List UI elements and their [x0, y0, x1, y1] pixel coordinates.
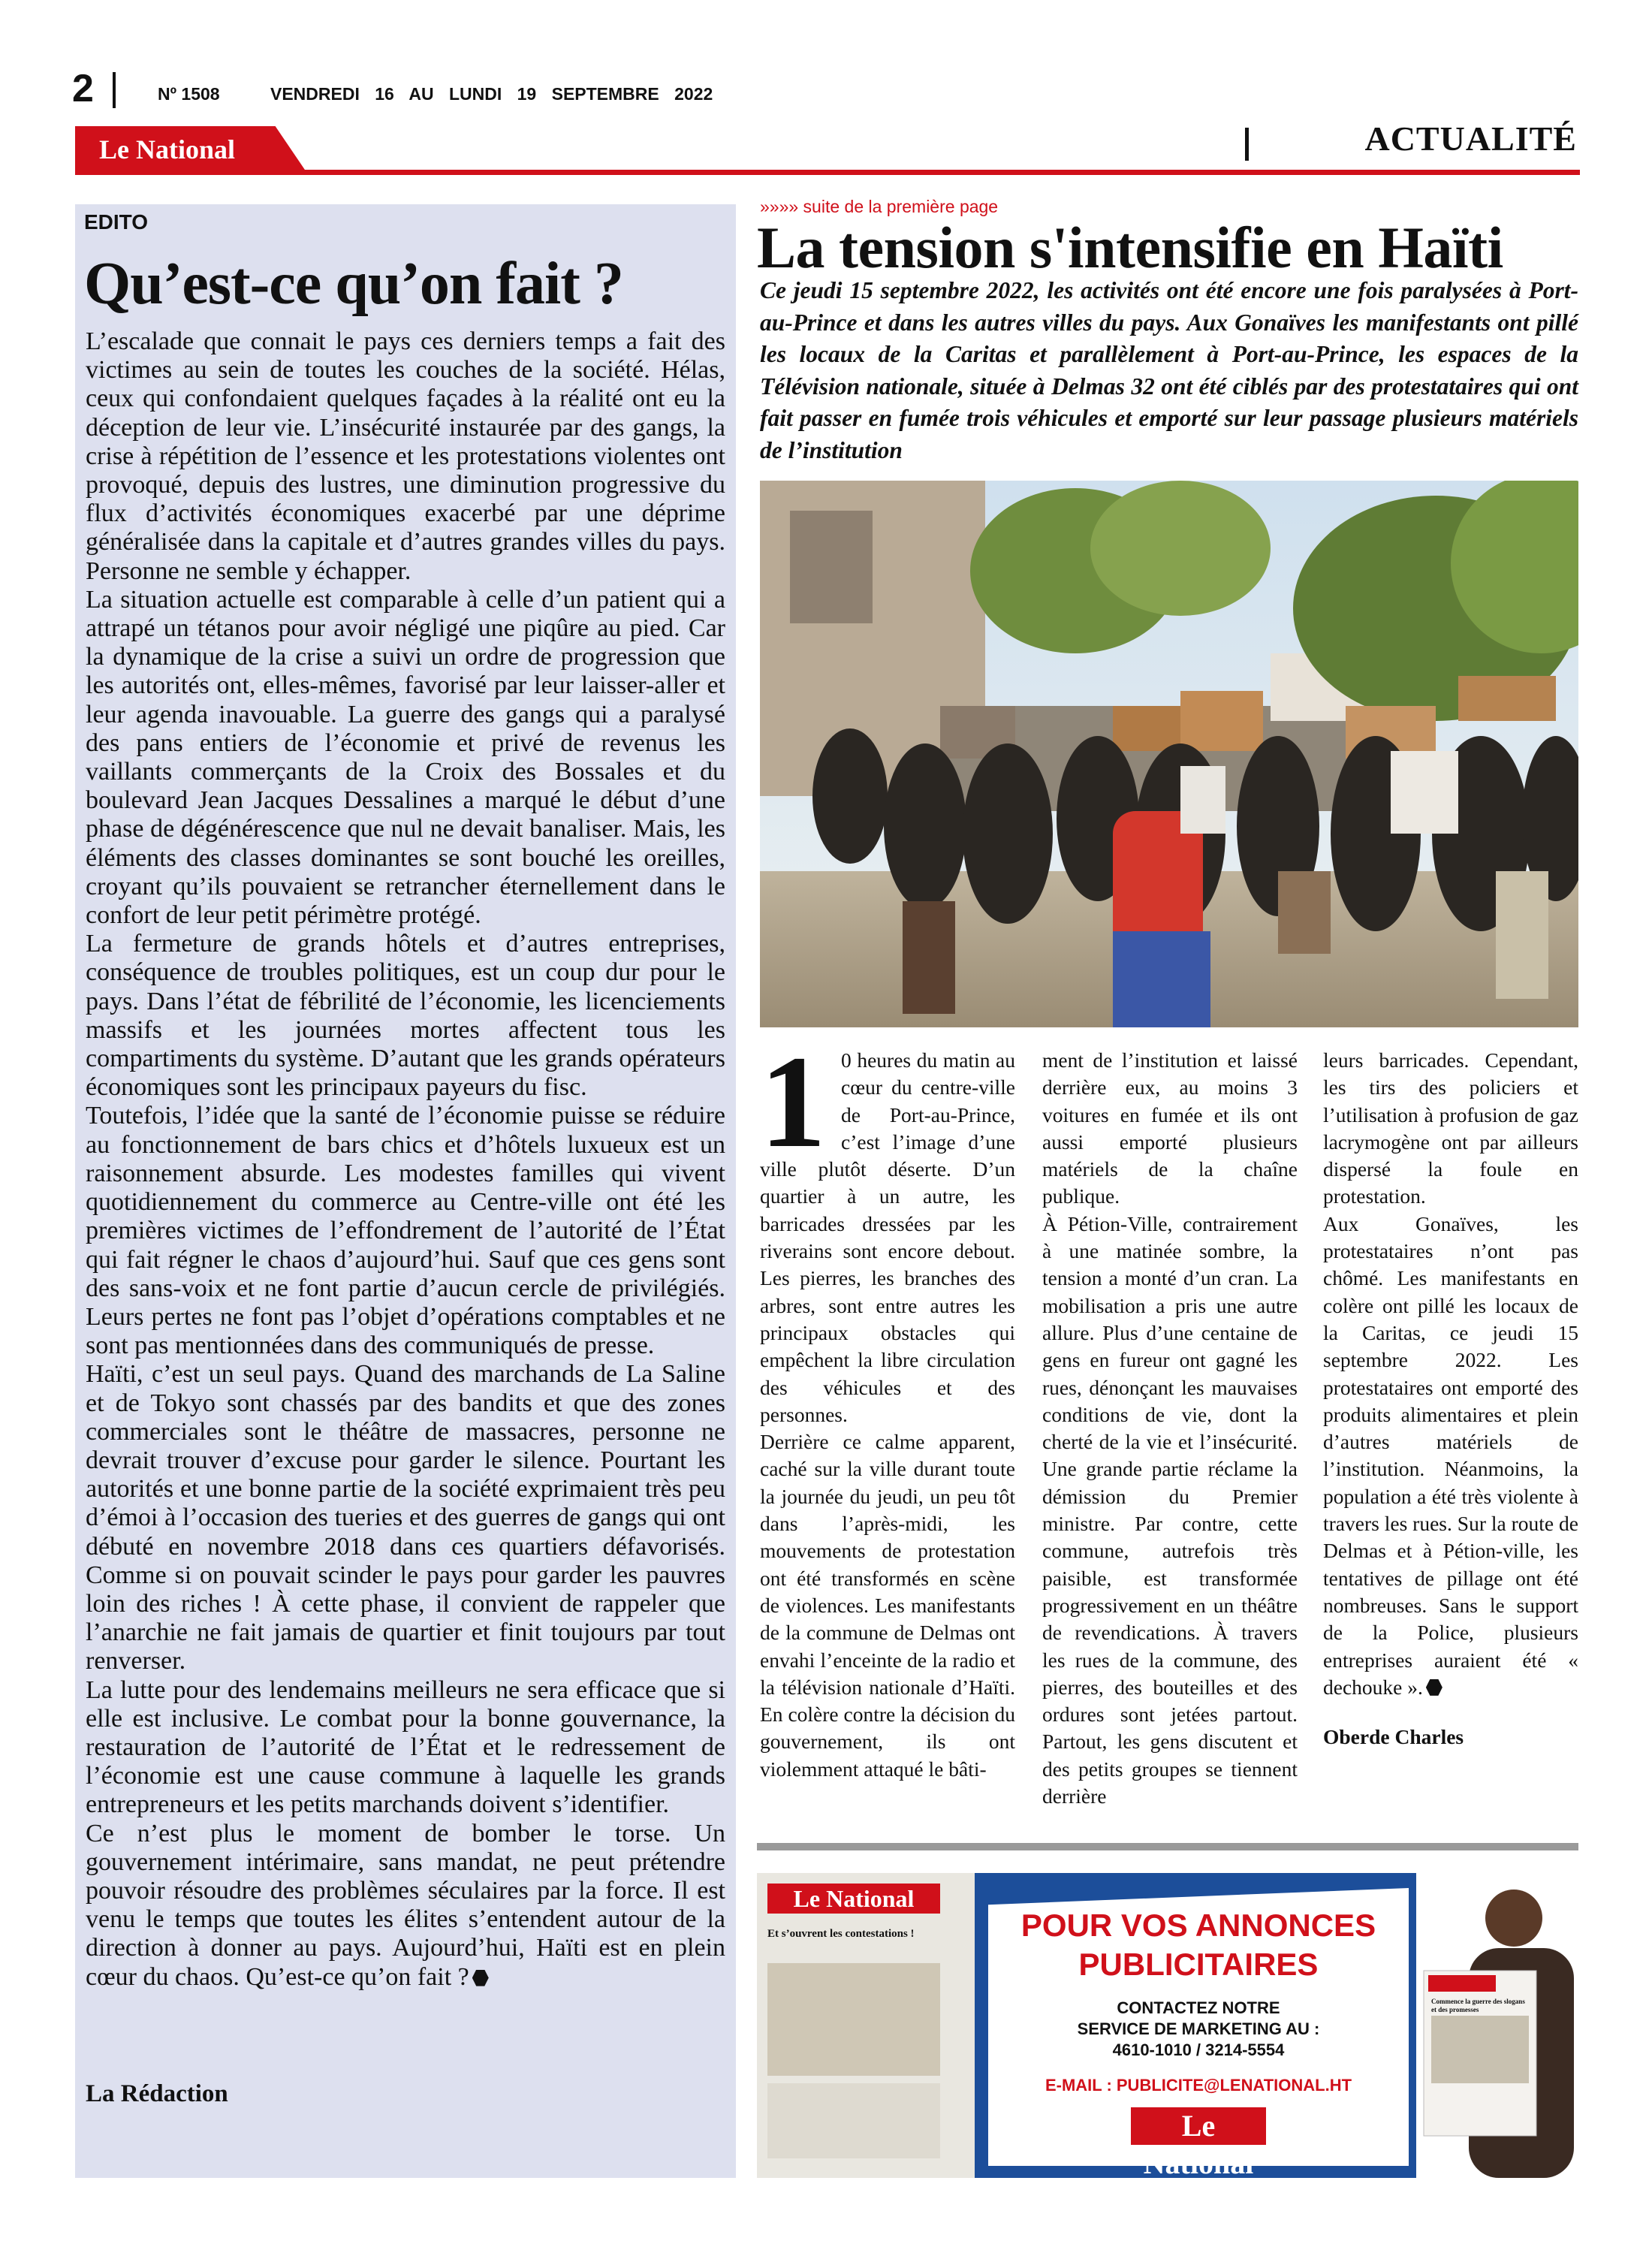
ad-email[interactable]: E-MAIL : PUBLICITE@LENATIONAL.HT	[1045, 2076, 1352, 2095]
mini-text-block	[767, 2083, 940, 2158]
continuation-kicker: »»»» suite de la première page	[760, 197, 999, 216]
end-mark-icon	[472, 1970, 489, 1986]
ad-reader-image	[1416, 1873, 1578, 2178]
edito-paragraph: L’escalade que connait le pays ces derniers temps a fait des victimes au sein de toutes les couches de la société. Hélas, ceux qui confondaient quelques façades à la réalité ont eu la déception de leur vie. L’insécurité instaurée par des gangs, la crise à répétition de l’essence et les protestations violentes ont provoqué, depuis des lustres, une diminution progressive du flux d’activités économiques exacerbé par une déprime généralisée dans la capitale et d’autres grandes villes du pays. Personne ne semble y échapper.	[86, 327, 725, 585]
ad-headline-line-2: PUBLICITAIRES	[1078, 1947, 1319, 1982]
edito-paragraph: Toutefois, l’idée que la santé de l’économie puisse se réduire au fonctionnement de bars chics et d’hôtels luxueux est un raisonnement absurde. Les modestes familles qui vivent quotidiennement du commerce au Centre-ville ont été les premières victimes de l’effondrement de l’autorité de l’État qui fait régner le chaos d’aujourd’hui. Sauf que ces gens sont des sans-voix et ne font partie d’aucun cercle de privilégiés. Leurs pertes ne font pas l’objet d’opérations comptables et ne sont pas mentionnées dans des communiqués de presse.	[86, 1102, 725, 1360]
article-headline: La tension s'intensifie en Haïti	[757, 215, 1503, 280]
page-number: 2	[72, 67, 94, 110]
section-divider	[1245, 128, 1249, 161]
article-author: Oberde Charles	[1323, 1725, 1464, 1749]
edito-paragraph-text: Ce n’est plus le moment de bomber le torse. Un gouvernement intérimaire, sans mandat, ne peut prétendre pouvoir résoudre des problèmes séculaires par la force. Il est venu le temps que toutes les élites s’entendent autour de la direction à donner au pays. Aujourd’hui, Haïti est en plein cœur du chaos. Qu’est-ce qu’on fait ?	[86, 1819, 725, 1991]
issue-number: Nº 1508	[158, 84, 220, 104]
ad-contact-line-1: CONTACTEZ NOTRE	[1117, 1998, 1280, 2017]
article-paragraph: leurs barricades. Cependant, les tirs des policiers et l’utilisation à profusion de gaz lacrymogène ont par ailleurs dispersé la foule en protestation.	[1323, 1048, 1578, 1208]
header-rule	[75, 170, 1580, 175]
drop-cap: 1	[760, 1029, 826, 1175]
issue-date: VENDREDI 16 AU LUNDI 19 SEPTEMBRE 2022	[270, 84, 713, 104]
article-paragraph-text: Aux Gonaïves, les protestataires n’ont pas chômé. Les manifestants en colère ont pillé les locaux de la Caritas, ce jeudi 15 septembre 2022. Les protestataires ont emporté des produits alimentaires et plein d’autres matériels de l’institution. Néanmoins, la population a été très violente à travers les rues. Sur la route de Delmas et à Pétion-ville, les tentatives de pillage ont été nombreuses. Sans le support de la Police, plusieurs entreprises auraient été « dechouke ».	[1323, 1211, 1578, 1699]
edito-title: Qu’est-ce qu’on fait ?	[84, 251, 623, 317]
ad-separator	[757, 1843, 1578, 1850]
ad-headline-line-1: POUR VOS ANNONCES	[1020, 1908, 1376, 1943]
ad-contact	[988, 1998, 1409, 2061]
ad-newspaper-image-left	[757, 1873, 975, 2178]
mini-cartoon	[767, 1963, 940, 2076]
mini-logo-left: Le National	[767, 1884, 940, 1914]
article-column-3	[1323, 1047, 1578, 1751]
article-photo	[760, 481, 1578, 1027]
brand-logo-text: Le National	[99, 134, 236, 164]
page-number-divider	[113, 72, 116, 108]
advertisement[interactable]	[757, 1873, 1578, 2178]
ad-headline	[988, 1906, 1409, 1984]
article-paragraph: Derrière ce calme apparent, caché sur la ville durant toute la journée du jeudi, un peu tôt dans l’après-midi, les mouvements de protestation ont été transformés en scène de violences. Les manifestants de la commune de Delmas ont envahi l’enceinte de la radio et la télévision nationale d’Haïti. En colère contre la décision du gouvernement, ils ont violemment attaqué le bâti-	[760, 1430, 1015, 1781]
ad-contact-line-2: SERVICE DE MARKETING AU :	[1077, 2019, 1320, 2038]
edito-paragraph: La situation actuelle est comparable à celle d’un patient qui a attrapé un tétanos pour avoir négligé une piqûre au pied. Car la dynamique de la crise a suivi un ordre de progression que les autorités ont, elles-mêmes, favorisé par leur laisser-aller et leur agenda inavouable. La guerre des gangs qui a paralysé des pans entiers de l’économie et privé de revenus les vaillants commerçants de la Croix des Bossales et du boulevard Jean Jacques Dessalines a marqué le début d’une phase de dégénérescence que nul ne devait banaliser. Mais, les éléments des classes dominantes se sont bouché les oreilles, croyant qu’ils pouvaient se retrancher éternellement dans le confort de leur petit périmètre protégé.	[86, 585, 725, 930]
article-paragraph: ment de l’institution et laissé derrière eux, au moins 3 voitures en fumée et ils ont aussi emporté plusieurs matériels de la chaîne publique.	[1042, 1048, 1298, 1208]
article-paragraph: 0 heures du matin au cœur du centre-ville de Port-au-Prince, c’est l’image d’une ville plutôt déserte. D’un quartier à un autre, les barricades dressées par les riverains sont encore debout. Les pierres, les branches des arbres, sont entre autres les principaux obstacles qui empêchent la libre circulation des véhicules et des personnes.	[760, 1048, 1015, 1426]
article-lead: Ce jeudi 15 septembre 2022, les activités ont été encore une fois paralysées à Port-au-Prince et dans les autres villes du pays. Aux Gonaïves les manifestants ont pillé les locaux de la Caritas et parallèlement à Port-au-Prince, les espaces de la Télévision nationale, située à Delmas 32 ont été ciblés par des protestataires qui ont fait passer en fumée trois véhicules et emporté sur leur passage plusieurs matériels de l’institution	[760, 277, 1578, 463]
crowd-looting-photo	[760, 481, 1578, 1027]
edito-label: EDITO	[84, 210, 149, 234]
edito-paragraph: La lutte pour des lendemains meilleurs ne sera efficace que si elle est inclusive. Le combat pour la bonne gouvernance, la restauration de l’autorité de l’État et le redressement de l’économie est une cause commune à laquelle les grands entrepreneurs et les petits marchands doivent s’identifier.	[86, 1675, 725, 1819]
article-paragraph	[1323, 1211, 1578, 1701]
section-title: ACTUALITÉ	[1364, 119, 1577, 158]
edito-paragraph: La fermeture de grands hôtels et d’autres entreprises, conséquence de troubles politiques, est un coup dur pour le pays. Dans l’état de fébrilité de l’économie, les licenciements massifs et les journées mortes affectent tous les compartiments du système. D’autant que les grands opérateurs économiques sont les principaux payeurs du fisc.	[86, 930, 725, 1102]
edito-paragraph: Haïti, c’est un seul pays. Quand des marchands de La Saline et de Tokyo sont chassés par des bandits et que des zones commerciales sont le théâtre de massacres, personne ne devrait trouver d’excuse pour garder le silence. Pourtant les autorités et une bonne partie de la société exprimaient très peu d’émoi à l’occasion des tueries et des guerres de gangs qui ont débuté en novembre 2018 dans ces quartiers défavorisés. Comme si on pouvait scinder le pays pour garder les pauvres loin des riches ! À cette phase, il convient de rappeler que l’anarchie ne fait jamais de quartier et finit toujours par tout renverser.	[86, 1360, 725, 1675]
article-column-2	[1042, 1047, 1298, 1810]
mini-headline-right: Commence la guerre des slogans et des promesses	[1431, 1998, 1525, 2013]
article-paragraph: À Pétion-Ville, contrairement à une matinée sombre, la tension a monté d’un cran. La mobilisation a pris une autre allure. Plus d’une centaine de gens en fureur ont gagné les rues, dénonçant les mauvaises conditions de vie, dont la cherté de la vie et l’insécurité. Une grande partie réclame la démission du Premier ministre. Par contre, cette commune, autrefois très paisible, est transformée progressivement en un théâtre de revendications. À travers les rues de la commune, des pierres, des bouteilles et des ordures sont jetées partout. Partout, les gens discutent et des petits groupes se tiennent derrière	[1042, 1211, 1298, 1808]
ad-phone-numbers[interactable]: 4610-1010 / 3214-5554	[1112, 2040, 1285, 2059]
article-column-1	[760, 1029, 1015, 1783]
mini-headline-left: Et s’ouvrent les contestations !	[767, 1928, 915, 1940]
edito-signature: La Rédaction	[86, 2080, 228, 2107]
edito-paragraph	[86, 1820, 725, 1992]
ad-logo-text: Le National	[1143, 2109, 1254, 2178]
end-mark-icon	[1426, 1679, 1442, 1696]
edito-body	[86, 327, 725, 1992]
reader-with-newspaper-icon	[1416, 1873, 1578, 2178]
